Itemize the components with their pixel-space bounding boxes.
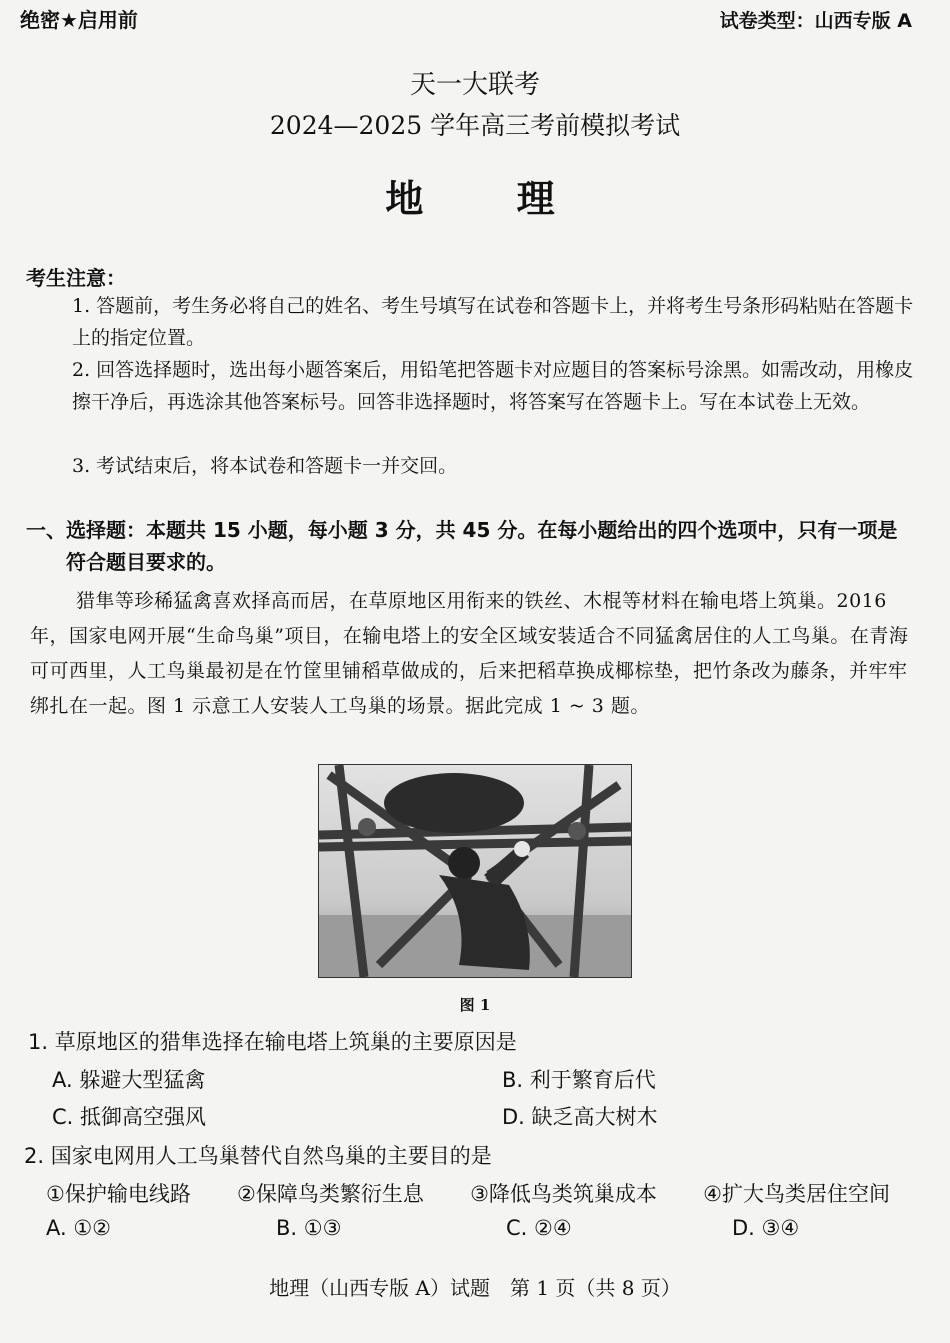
question-2-option-d: D. ③④ bbox=[732, 1216, 800, 1240]
question-2-statements bbox=[46, 1178, 926, 1208]
note-item: 3. 考试结束后，将本试卷和答题卡一并交回。 bbox=[72, 455, 458, 477]
note-item: 1. 答题前，考生务必将自己的姓名、考生号填写在试卷和答题卡上，并将考生号条形码粘贴在答题卡上的指定位置。 bbox=[72, 295, 914, 349]
page-footer: 地理（山西专版 A）试题 第 1 页（共 8 页） bbox=[269, 1276, 681, 1300]
question-2-option-a: A. ①② bbox=[46, 1216, 111, 1240]
question-2-option-c: C. ②④ bbox=[506, 1216, 572, 1240]
statement-2: ②保障鸟类繁衍生息 bbox=[237, 1182, 424, 1206]
statement-3: ③降低鸟类筑巢成本 bbox=[470, 1182, 657, 1206]
subject-title: 地 理 bbox=[385, 176, 595, 221]
notes-heading: 考生注意： bbox=[26, 266, 126, 290]
figure-1-photo bbox=[318, 764, 632, 978]
tower-worker-illustration bbox=[319, 765, 631, 977]
question-2-stem: 2. 国家电网用人工鸟巢替代自然鸟巢的主要目的是 bbox=[24, 1144, 492, 1168]
note-item: 2. 回答选择题时，选出每小题答案后，用铅笔把答题卡对应题目的答案标号涂黑。如需改动，用橡皮擦干净后，再选涂其他答案标号。回答非选择题时，将答案写在答题卡上。写在本试卷上无效。 bbox=[72, 359, 914, 413]
question-1-option-d: D. 缺乏高大树木 bbox=[502, 1105, 658, 1129]
exam-org-title: 天一大联考 bbox=[409, 70, 540, 100]
section-heading-line2: 符合题目要求的。 bbox=[66, 550, 226, 574]
question-1-option-c: C. 抵御高空强风 bbox=[52, 1105, 207, 1129]
section-heading bbox=[26, 514, 920, 578]
passage-text: 猎隼等珍稀猛禽喜欢择高而居，在草原地区用衔来的铁丝、木棍等材料在输电塔上筑巢。2016 年，国家电网开展“生命鸟巢”项目，在输电塔上的安全区域安装适合不同猛禽居住的人工鸟巢。在青海可可西里，人工鸟巢最初是在竹筐里铺稻草做成的，后来把稻草换成椰棕垫，把竹条改为藤条，并牢牢绑扎在一起。图 1 示意工人安装人工鸟巢的场景。据此完成 1 ~ 3 题。 bbox=[30, 590, 909, 717]
question-1-option-b: B. 利于繁育后代 bbox=[502, 1068, 656, 1092]
secret-label: 绝密★启用前 bbox=[20, 8, 138, 32]
statement-4: ④扩大鸟类居住空间 bbox=[703, 1182, 890, 1206]
question-1-stem: 1. 草原地区的猎隼选择在输电塔上筑巢的主要原因是 bbox=[28, 1030, 517, 1054]
exam-type-label: 试卷类型：山西专版 A bbox=[719, 10, 912, 32]
question-2-option-b: B. ①③ bbox=[276, 1216, 342, 1240]
exam-name-title: 2024—2025 学年高三考前模拟考试 bbox=[269, 111, 681, 140]
statement-1: ①保护输电线路 bbox=[46, 1182, 191, 1206]
section-heading-line1: 一、选择题：本题共 15 小题，每小题 3 分，共 45 分。在每小题给出的四个选项中，只有一项是 bbox=[26, 518, 898, 542]
question-1-option-a: A. 躲避大型猛禽 bbox=[52, 1068, 206, 1092]
figure-caption: 图 1 bbox=[459, 996, 491, 1014]
